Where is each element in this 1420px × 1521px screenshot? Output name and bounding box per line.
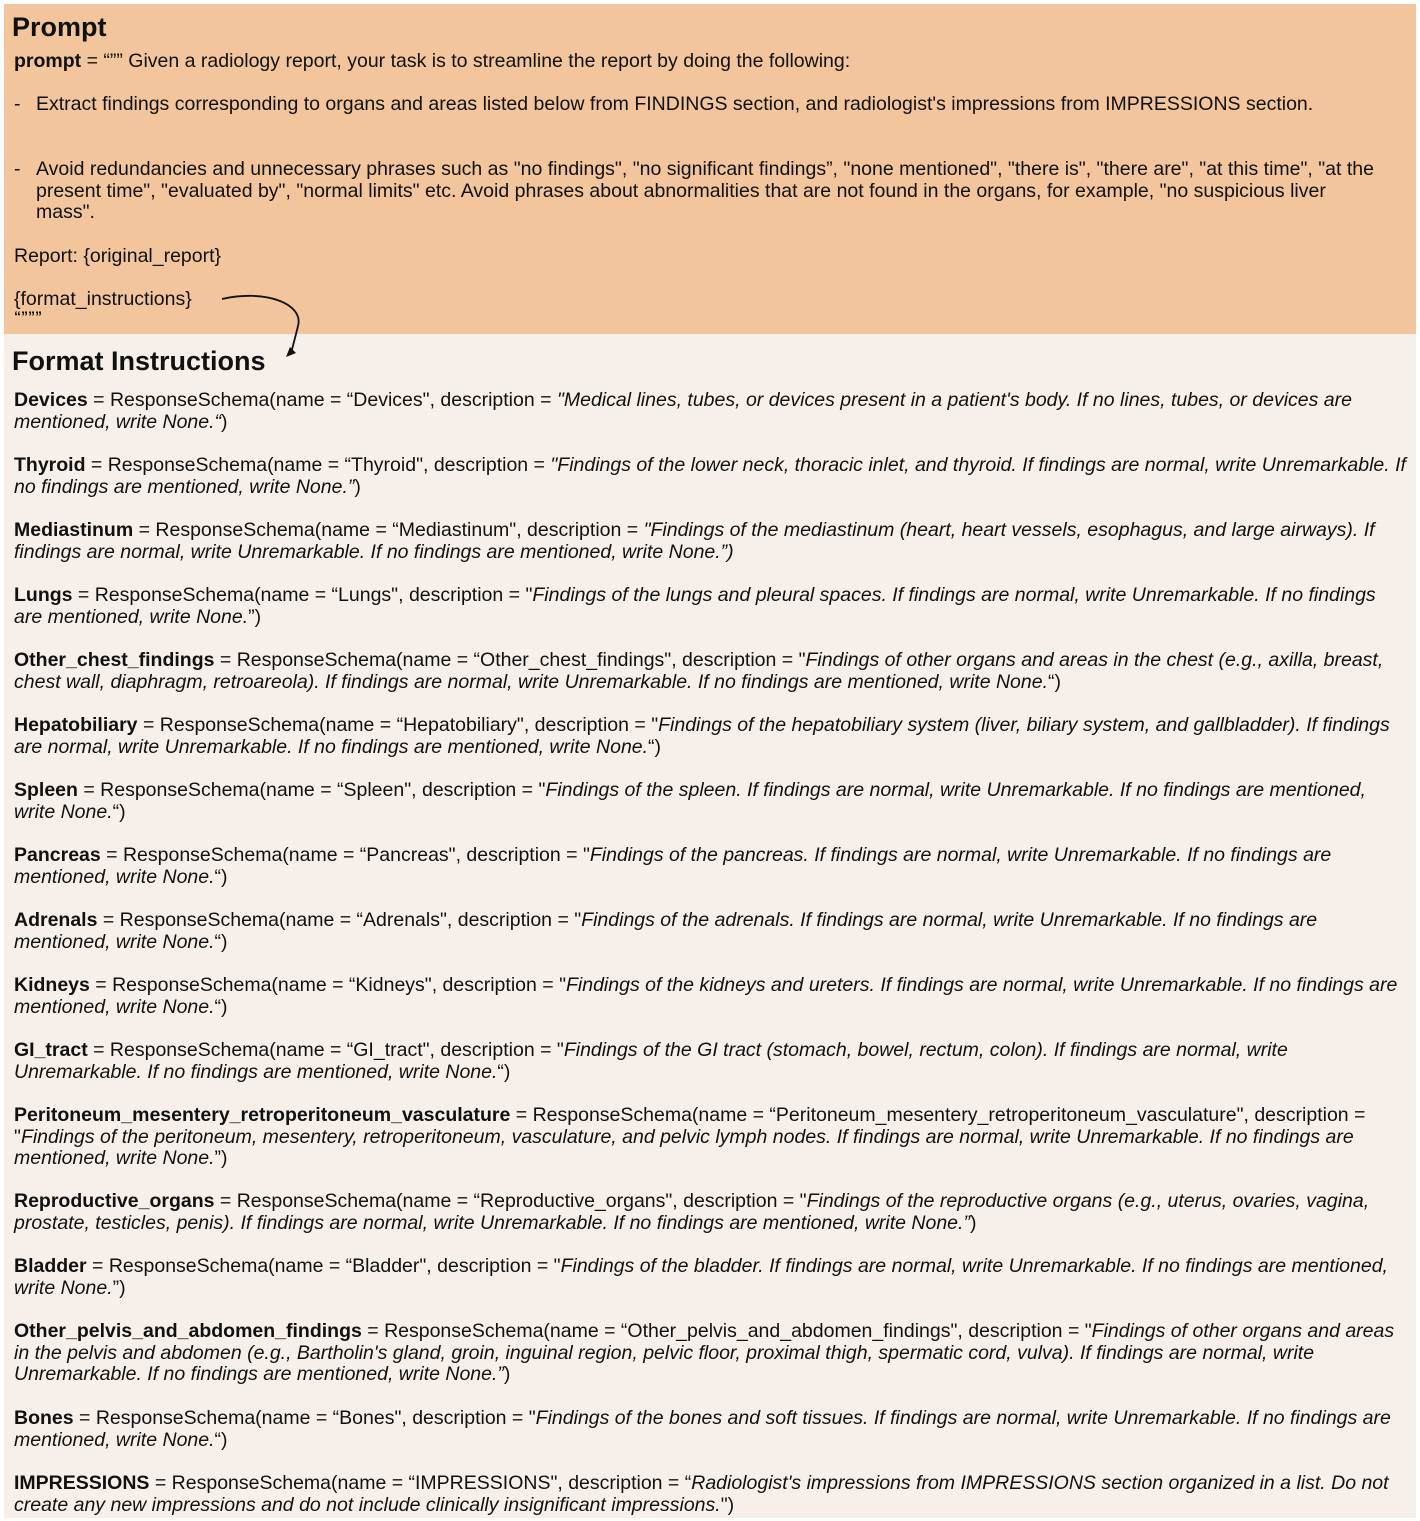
schema-desc: "Medical lines, tubes, or devices present in a patient's body. If no lines, tubes, or devices are mentioned, write None.“: [14, 389, 1352, 433]
schema-mid: = ResponseSchema(name = “Kidneys", description = ": [89, 974, 566, 996]
report-line: Report: {original_report}: [14, 245, 222, 267]
bullet-glyph: -: [14, 158, 21, 180]
schema-end: “): [648, 735, 662, 758]
schema-key: Lungs: [14, 584, 73, 606]
prompt-intro-label: prompt: [14, 50, 82, 72]
schema-key: Hepatobiliary: [14, 714, 138, 736]
schema-end: ”): [214, 1147, 228, 1170]
schema-desc: Findings of the spleen. If findings are normal, write Unremarkable. If no findings are mentioned, write None.: [14, 779, 1366, 823]
schema-mid: = ResponseSchema(name = “Reproductive_organs", description = ": [214, 1190, 807, 1212]
schema-desc: Findings of other organs and areas in the chest (e.g., axilla, breast, chest wall, diaphragm, retroareola). If findings are normal, write Unremarkable. If no findings are mentioned, write None.: [14, 649, 1384, 693]
schema-end: “): [214, 1428, 228, 1451]
schema-mid: = ResponseSchema(name = “Lungs", description = ": [72, 584, 533, 606]
schema-end: “): [1048, 670, 1061, 693]
schema-mid: = ResponseSchema(name = “GI_tract", description = ": [87, 1039, 564, 1061]
schema-mid: = ResponseSchema(name = “Other_pelvis_and_abdomen_findings", description = ": [361, 1320, 1092, 1342]
schema-key: Devices: [14, 389, 88, 411]
schema-desc: Findings of the pancreas. If findings are normal, write Unremarkable. If no findings are mentioned, write None.: [14, 844, 1332, 888]
schema-end: ): [969, 1211, 977, 1234]
schema-key: Bones: [14, 1407, 74, 1429]
schema-key: Other_pelvis_and_abdomen_findings: [14, 1320, 362, 1342]
schema-desc: Findings of the bladder. If findings are normal, write Unremarkable. If no findings are mentioned, write None.: [14, 1255, 1388, 1299]
prompt-bullet-1: Extract findings corresponding to organs and areas listed below from FINDINGS section, and radiologist's impressions from IMPRESSIONS section.: [36, 93, 1314, 115]
schema-desc: Findings of the reproductive organs (e.g., uterus, ovaries, vagina, prostate, testicles, penis). If findings are normal, write Unremarkable. If no findings are mentioned, write None.”: [14, 1190, 1370, 1234]
schema-desc: Findings of the GI tract (stomach, bowel, rectum, colon). If findings are normal, write Unremarkable. If no findings are mentioned, write None.: [14, 1039, 1288, 1083]
schema-key: Pancreas: [14, 844, 101, 866]
schema-end: ”): [248, 605, 262, 628]
schema-key: IMPRESSIONS: [14, 1472, 150, 1494]
schema-key: Bladder: [14, 1255, 87, 1277]
format-placeholder-line: {format_instructions}: [14, 288, 192, 310]
schema-mid: = ResponseSchema(name = “Other_chest_findings", description = ": [214, 649, 806, 671]
schema-desc: Findings of the peritoneum, mesentery, retroperitoneum, vasculature, and pelvic lymph nodes. If findings are normal, write Unremarkable. If no findings are mentioned, write None.: [14, 1125, 1354, 1170]
schema-desc: Findings of the hepatobiliary system (liver, biliary system, and gallbladder). If findings are normal, write Unremarkable. If no findings are mentioned, write None.: [14, 714, 1390, 758]
schema-key: GI_tract: [14, 1039, 88, 1061]
schema-end: “): [214, 930, 228, 953]
prompt-heading: Prompt: [12, 12, 107, 42]
format-heading: Format Instructions: [12, 346, 266, 376]
curved-arrow-icon: [4, 4, 1416, 1518]
schema-key: Spleen: [14, 779, 78, 801]
schema-mid: = ResponseSchema(name = “Bladder", description = ": [86, 1255, 561, 1277]
schema-end: “): [214, 865, 228, 888]
schema-key: Other_chest_findings: [14, 649, 215, 671]
schema-end: “): [112, 800, 126, 823]
schema-end: “): [497, 1060, 511, 1083]
schema-key: Adrenals: [14, 909, 98, 931]
schema-end: ): [354, 475, 361, 498]
schema-mid: = ResponseSchema(name = “Devices", description =: [87, 389, 557, 411]
schema-key: Reproductive_organs: [14, 1190, 215, 1212]
schema-key: Kidneys: [14, 974, 90, 996]
schema-mid: = ResponseSchema(name = “IMPRESSIONS", description = “: [149, 1472, 692, 1494]
schema-key: Mediastinum: [14, 519, 134, 541]
schema-end: ”): [112, 1276, 126, 1299]
schema-desc: "Findings of the lower neck, thoracic inlet, and thyroid. If findings are normal, write Unremarkable. If no findings are mentioned, write None.”: [14, 454, 1406, 498]
prompt-bullet-2: Avoid redundancies and unnecessary phrases such as "no findings", "no significant findings”, "none mentioned", "there is", "there are", "at this time", "at the present time", "evaluated by", "normal limits" etc. Avoid phrases about abnormalities that are not found in the organs, for example, "no suspicious liver mass".: [36, 158, 1374, 223]
schema-end: "): [720, 1493, 735, 1516]
schema-end: ): [503, 1363, 511, 1386]
schema-desc: Findings of the lungs and pleural spaces. If findings are normal, write Unremarkable. If no findings are mentioned, write None.: [14, 584, 1376, 628]
page: [4, 4, 1416, 1518]
schema-desc: "Findings of the mediastinum (heart, heart vessels, esophagus, and large airways). If findings are normal, write Unremarkable. If no findings are mentioned, write None.”): [14, 519, 1375, 563]
schema-mid: = ResponseSchema(name = “Spleen", description = ": [77, 779, 546, 801]
schema-end: “): [214, 995, 228, 1018]
schema-mid: = ResponseSchema(name = “Thyroid", description =: [85, 454, 551, 476]
closing-quotes: “”””: [14, 308, 42, 324]
schema-mid: = ResponseSchema(name = “Hepatobiliary", description = ": [137, 714, 659, 736]
schema-mid: = ResponseSchema(name = “Pancreas", description = ": [100, 844, 590, 866]
schema-desc: Findings of the adrenals. If findings are normal, write Unremarkable. If no findings are mentioned, write None.: [14, 909, 1318, 953]
schema-desc: Findings of other organs and areas in the pelvis and abdomen (e.g., Bartholin's gland, groin, inguinal region, pelvic floor, proximal thigh, spermatic cord, vulva). If findings are normal, write Unremarkable. If no findings are mentioned, write None.”: [14, 1320, 1395, 1386]
schema-key: Peritoneum_mesentery_retroperitoneum_vasculature: [14, 1104, 511, 1126]
prompt-intro-text: = “”” Given a radiology report, your task is to streamline the report by doing the following:: [81, 50, 851, 72]
schema-desc: Findings of the bones and soft tissues. If findings are normal, write Unremarkable. If no findings are mentioned, write None.: [14, 1407, 1391, 1451]
schema-key: Thyroid: [14, 454, 86, 476]
schema-desc: Findings of the kidneys and ureters. If findings are normal, write Unremarkable. If no findings are mentioned, write None.: [14, 974, 1398, 1018]
schema-mid: = ResponseSchema(name = “Peritoneum_mesentery_retroperitoneum_vasculature", description = ": [14, 1104, 1366, 1148]
bullet-glyph: -: [14, 93, 21, 115]
schema-mid: = ResponseSchema(name = “Adrenals", description = ": [97, 909, 582, 931]
schema-desc: Radiologist's impressions from IMPRESSIONS section organized in a list. Do not create any new impressions and do not include clinically insignificant impressions.: [14, 1472, 1389, 1516]
schema-end: ): [221, 410, 228, 433]
schema-mid: = ResponseSchema(name = “Mediastinum", description =: [133, 519, 644, 541]
schema-mid: = ResponseSchema(name = “Bones", description = ": [73, 1407, 536, 1429]
